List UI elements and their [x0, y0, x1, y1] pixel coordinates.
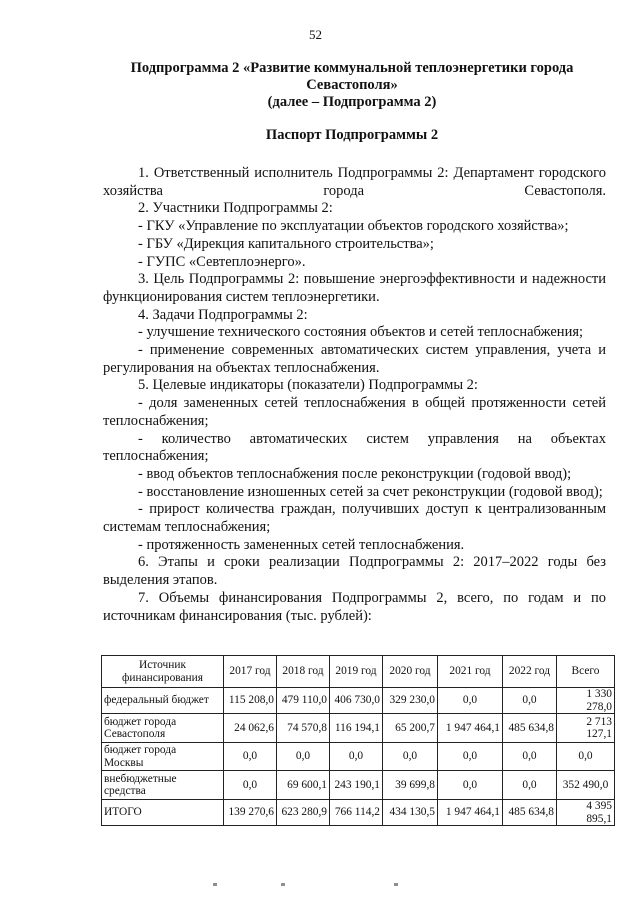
source-label: бюджет города: [104, 715, 177, 728]
paragraph: - доля замененных сетей теплоснабжения в общей протяженности сетей теплоснабжения;: [103, 395, 606, 429]
value-cell: 0,0: [503, 688, 557, 714]
value-cell: 69 600,1: [277, 771, 330, 800]
value-cell: 0,0: [383, 743, 438, 771]
document-title: [100, 60, 604, 111]
source-label: федеральный бюджет: [104, 694, 209, 707]
table-row: [102, 688, 615, 714]
value-cell: 116 194,1: [330, 714, 383, 743]
value-cell: 0,0: [503, 771, 557, 800]
value-cell: 0,0: [438, 688, 503, 714]
value-cell: 39 699,8: [383, 771, 438, 800]
paragraph: - ГБУ «Дирекция капитального строительства»;: [138, 235, 434, 252]
paragraph: - ГКУ «Управление по эксплуатации объектов городского хозяйства»;: [138, 218, 569, 235]
source-cell: [102, 688, 224, 714]
value-cell: 0,0: [557, 743, 615, 771]
source-line-split: [104, 716, 221, 729]
value-cell: 1 330 278,0: [557, 688, 615, 714]
header-cell: 2017 год: [224, 656, 277, 688]
paragraph: - ГУПС «Севтеплоэнерго».: [138, 253, 306, 270]
value-cell: 1 947 464,1: [438, 714, 503, 743]
paragraph: - прирост количества граждан, получивших доступ к централизованным системам теплоснабжения;: [103, 501, 606, 536]
paragraph: - ввод объектов теплоснабжения после реконструкции (годовой ввод);: [138, 465, 572, 482]
value-cell: 434 130,5: [383, 800, 438, 826]
header-cell: 2020 год: [383, 656, 438, 688]
source-cell: [102, 743, 224, 771]
source-label: внебюджетные: [104, 772, 177, 785]
value-cell: 0,0: [224, 743, 277, 771]
table-row: [102, 743, 615, 771]
page-number: 52: [309, 27, 322, 42]
value-cell: 243 190,1: [330, 771, 383, 800]
value-cell: 766 114,2: [330, 800, 383, 826]
value-cell: 329 230,0: [383, 688, 438, 714]
paragraph: - применение современных автоматических систем управления, учета и регулирования на объектах теплоснабжения.: [103, 342, 606, 376]
source-cell: [102, 771, 224, 800]
paragraph: - протяженность замененных сетей теплоснабжения.: [138, 536, 465, 553]
value-cell: 0,0: [224, 771, 277, 800]
header-cell: 2022 год: [503, 656, 557, 688]
paragraph: 3. Цель Подпрограммы 2: повышение энергоэффективности и надежности функционирования систем теплоэнергетики.: [103, 271, 606, 305]
header-cell: 2019 год: [330, 656, 383, 688]
value-cell: 485 634,8: [503, 800, 557, 826]
value-cell: 479 110,0: [277, 688, 330, 714]
value-cell: 65 200,7: [383, 714, 438, 743]
source-label: средства: [104, 785, 146, 797]
source-cell: [102, 800, 224, 826]
value-cell: 115 208,0: [224, 688, 277, 714]
value-cell: 352 490,0: [557, 771, 615, 800]
value-cell: 623 280,9: [277, 800, 330, 826]
source-label: ИТОГО: [104, 806, 142, 819]
value-cell: 0,0: [438, 771, 503, 800]
table-row: [102, 714, 615, 743]
paragraph: - улучшение технического состояния объектов и сетей теплоснабжения;: [138, 324, 584, 341]
value-cell: 0,0: [330, 743, 383, 771]
value-cell: 4 395 895,1: [557, 800, 615, 826]
value-cell: 485 634,8: [503, 714, 557, 743]
value-cell: 2 713 127,1: [557, 714, 615, 743]
source-label: бюджет города: [104, 744, 177, 756]
paragraph: 4. Задачи Подпрограммы 2:: [138, 306, 308, 323]
paragraph: - восстановление изношенных сетей за счет реконструкции (годовой ввод);: [138, 483, 603, 500]
financing-table: [101, 655, 615, 826]
value-cell: 1 947 464,1: [438, 800, 503, 826]
scan-speck: [281, 883, 285, 886]
paragraph: 6. Этапы и сроки реализации Подпрограммы 2: 2017–2022 годы без выделения этапов.: [103, 554, 606, 589]
scan-speck: [213, 883, 217, 886]
value-cell: 24 062,6: [224, 714, 277, 743]
scan-speck: [394, 883, 398, 886]
header-cell: 2018 год: [277, 656, 330, 688]
source-label: Севастополя: [104, 728, 166, 740]
title-line: (далее – Подпрограмма 2): [267, 94, 437, 110]
source-cell: [102, 714, 224, 743]
value-cell: 0,0: [503, 743, 557, 771]
paragraph: 7. Объемы финансирования Подпрограммы 2, всего, по годам и по источникам финансирования (тыс. рублей):: [103, 589, 606, 624]
value-cell: 406 730,0: [330, 688, 383, 714]
section-heading: Паспорт Подпрограммы 2: [265, 127, 439, 143]
table-header-row: [102, 656, 615, 688]
paragraph: 2. Участники Подпрограммы 2:: [138, 200, 333, 217]
value-cell: 139 270,6: [224, 800, 277, 826]
paragraph: - количество автоматических систем управления на объектах теплоснабжения;: [103, 430, 606, 465]
header-cell: Всего: [557, 656, 615, 688]
table-total-row: [102, 800, 615, 826]
source-label: Москвы: [104, 756, 144, 769]
paragraph: 1. Ответственный исполнитель Подпрограммы 2: Департамент городского хозяйства города Севастополя.: [103, 165, 606, 199]
value-cell: 0,0: [438, 743, 503, 771]
title-line: Подпрограмма 2 «Развитие коммунальной теплоэнергетики города: [130, 60, 574, 76]
value-cell: 74 570,8: [277, 714, 330, 743]
title-line: Севастополя»: [306, 77, 398, 93]
header-cell: 2021 год: [438, 656, 503, 688]
table-row: [102, 771, 615, 800]
value-cell: 0,0: [277, 743, 330, 771]
paragraph: 5. Целевые индикаторы (показатели) Подпрограммы 2:: [138, 377, 478, 394]
header-cell: Источник финансирования: [102, 656, 224, 688]
passport-body: [103, 165, 606, 625]
